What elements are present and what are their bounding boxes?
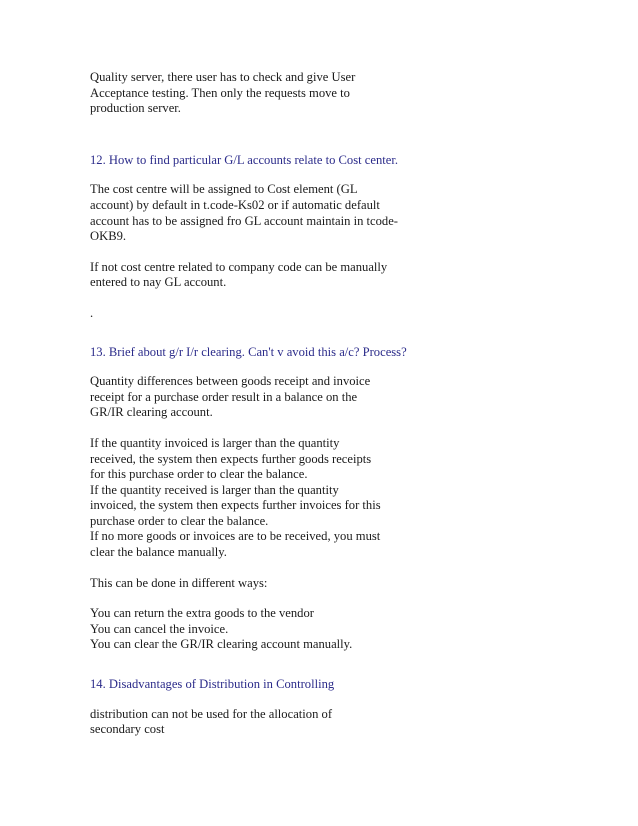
- text-line: entered to nay GL account.: [90, 275, 227, 290]
- text-line: production server.: [90, 101, 181, 116]
- text-line: account has to be assigned fro GL account maintain in tcode-: [90, 213, 398, 228]
- text-line: distribution can not be used for the allocation of: [90, 706, 333, 721]
- q12-paragraph-1: [90, 182, 550, 244]
- text-line: secondary cost: [90, 722, 165, 737]
- q13-paragraph-4: [90, 606, 550, 653]
- question-12-heading: 12. How to find particular G/L accounts relate to Cost center.: [90, 152, 398, 167]
- text-line: Acceptance testing. Then only the requests move to: [90, 85, 350, 100]
- question-13-heading: 13. Brief about g/r I/r clearing. Can't v avoid this a/c? Process?: [90, 344, 407, 359]
- text-line: received, the system then expects further goods receipts: [90, 451, 372, 466]
- text-line: account) by default in t.code-Ks02 or if automatic default: [90, 197, 380, 212]
- document-page: [90, 70, 550, 738]
- q14-paragraph-1: [90, 707, 550, 738]
- text-line: invoiced, the system then expects further invoices for this: [90, 498, 381, 513]
- text-line: clear the balance manually.: [90, 545, 227, 560]
- text-line: purchase order to clear the balance.: [90, 513, 269, 528]
- q12-paragraph-2: [90, 260, 550, 291]
- text-line: You can return the extra goods to the vendor: [90, 606, 314, 621]
- text-line: GR/IR clearing account.: [90, 405, 213, 420]
- q13-paragraph-1: [90, 374, 550, 421]
- text-line: This can be done in different ways:: [90, 575, 268, 590]
- text-line: Quality server, there user has to check and give User: [90, 70, 356, 84]
- text-line: If the quantity received is larger than the quantity: [90, 482, 339, 497]
- q13-paragraph-2: [90, 436, 550, 561]
- text-line: You can cancel the invoice.: [90, 621, 229, 636]
- text-line: Quantity differences between goods receipt and invoice: [90, 374, 371, 389]
- text-line: If not cost centre related to company code can be manually: [90, 259, 388, 274]
- text-line: You can clear the GR/IR clearing account manually.: [90, 637, 353, 652]
- text-line: OKB9.: [90, 229, 127, 244]
- q12-dot: .: [90, 305, 94, 320]
- text-line: The cost centre will be assigned to Cost element (GL: [90, 182, 358, 197]
- text-line: receipt for a purchase order result in a balance on the: [90, 389, 358, 404]
- intro-paragraph: [90, 70, 550, 117]
- question-14-heading: 14. Disadvantages of Distribution in Controlling: [90, 677, 335, 692]
- q13-paragraph-3: [90, 576, 550, 592]
- text-line: If no more goods or invoices are to be received, you must: [90, 529, 381, 544]
- text-line: for this purchase order to clear the balance.: [90, 467, 308, 482]
- text-line: If the quantity invoiced is larger than the quantity: [90, 435, 340, 450]
